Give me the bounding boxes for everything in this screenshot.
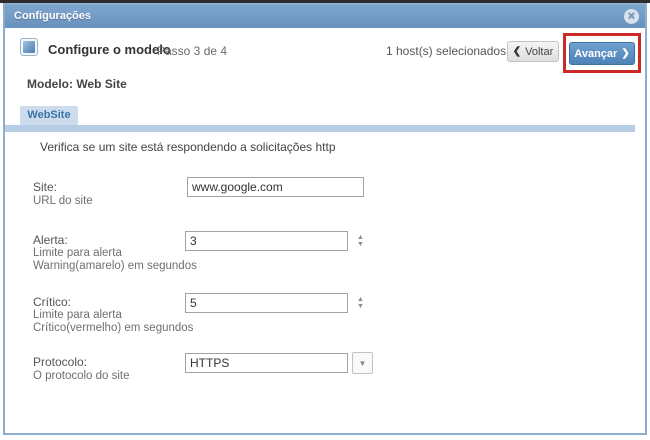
protocol-field-hint: O protocolo do site <box>33 370 130 382</box>
template-description: Verifica se um site está respondendo a solicitações http <box>40 140 336 154</box>
spinner-up-icon[interactable]: ▲ <box>357 296 364 303</box>
protocol-select-value[interactable] <box>185 353 348 373</box>
site-url-input[interactable] <box>187 177 364 197</box>
site-field-label: Site: <box>33 180 58 194</box>
critical-spinner-stepper[interactable] <box>354 293 367 313</box>
next-button[interactable] <box>569 42 635 65</box>
site-field-hint: URL do site <box>33 195 93 207</box>
warning-field-label: Alerta: <box>33 233 68 247</box>
template-icon <box>20 38 38 56</box>
hosts-selected-label: 1 host(s) selecionados <box>386 44 507 58</box>
protocol-field-label: Protocolo: <box>33 355 88 369</box>
protocol-dropdown-button[interactable] <box>352 352 373 374</box>
wizard-step-indicator: Passo 3 de 4 <box>157 44 228 58</box>
warning-threshold-input[interactable] <box>185 231 348 251</box>
settings-dialog <box>3 3 647 435</box>
critical-field-label: Crítico: <box>33 295 72 309</box>
warning-field-hint-line2: Warning(amarelo) em segundos <box>33 260 197 272</box>
dialog-titlebar <box>5 5 645 28</box>
chevron-left-icon: ❮ <box>512 46 522 57</box>
tab-website[interactable]: WebSite <box>20 106 78 125</box>
critical-field-hint-line2: Crítico(vermelho) em segundos <box>33 322 194 334</box>
back-button-label: Voltar <box>525 45 554 58</box>
critical-field-hint-line1: Limite para alerta <box>33 309 122 321</box>
page-title: Configure o modelo <box>48 42 171 57</box>
model-name-label: Modelo: Web Site <box>27 77 127 91</box>
template-icon-image <box>23 41 35 53</box>
critical-threshold-input[interactable] <box>185 293 348 313</box>
spinner-down-icon[interactable]: ▼ <box>357 241 364 248</box>
warning-spinner-stepper[interactable] <box>354 231 367 251</box>
tab-strip <box>5 125 635 132</box>
chevron-right-icon: ❯ <box>621 48 630 59</box>
spinner-up-icon[interactable]: ▲ <box>357 234 364 241</box>
dropdown-arrow-icon: ▼ <box>358 358 367 368</box>
next-button-label: Avançar <box>574 47 618 60</box>
spinner-down-icon[interactable]: ▼ <box>357 303 364 310</box>
close-icon[interactable]: ✕ <box>624 9 639 24</box>
warning-field-hint-line1: Limite para alerta <box>33 247 122 259</box>
dialog-title: Configurações <box>14 10 92 22</box>
back-button[interactable] <box>507 41 559 62</box>
